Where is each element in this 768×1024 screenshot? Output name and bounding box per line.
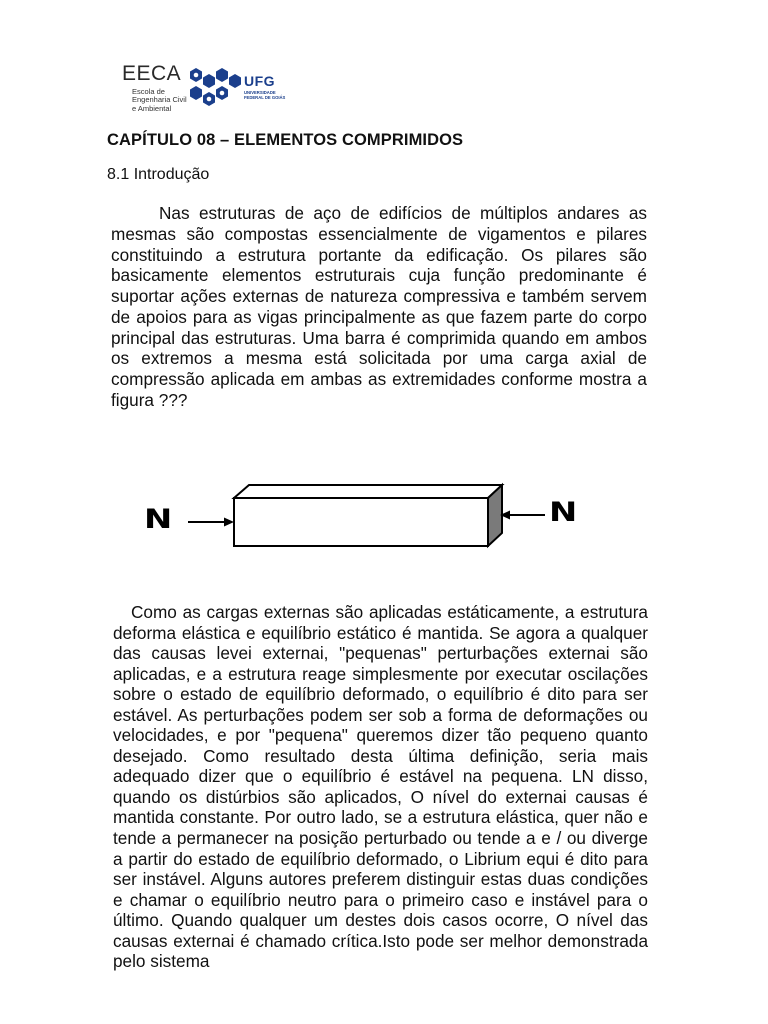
- chapter-title: CAPÍTULO 08 – ELEMENTOS COMPRIMIDOS: [107, 131, 464, 149]
- left-load-label: N: [144, 504, 173, 535]
- right-load-label: N: [549, 497, 578, 528]
- eeca-logo-subtitle: Escola de Engenharia Civil e Ambiental: [132, 87, 187, 113]
- ufg-logo: UFG: [244, 73, 276, 89]
- section-title: 8.1 Introdução: [107, 166, 210, 183]
- paragraph-stability: Como as cargas externas são aplicadas estáticamente, a estrutura deforma elástica e equilíbrio estático é mantida. Se agora a qualquer das causas levei externai, "pequenas" perturbações externai são aplicadas, e a estrutura reage simplesmente por executar oscilações sobre o estado de equilíbrio deformado, o equilíbrio é dito para ser estável. As perturbações podem ser sob a forma de deformações ou velocidades, e por "pequena" queremos dizer tão pequeno quanto desejado. Como resultado desta última definição, seria mais adequado dizer que o equilíbrio é estável na pequena. LN disso, quando os distúrbios são aplicados, O nível do externai causas é mantida constante. Por outro lado, se a estrutura elástica, quer não e tende a permanecer na posição perturbado ou tende a e / ou diverge a partir do estado de equilíbrio deformado, o Librium equi é dito para ser instável. Alguns autores preferem distinguir estas duas condições e chamar o equilíbrio neutro para o primeiro caso e instável para o último. Quando qualquer um destes dois casos ocorre, O nível das causas externai é chamado crítica.Isto pode ser melhor demonstrada pelo sistema: [113, 602, 648, 972]
- left-load-arrowhead: [224, 518, 234, 527]
- eeca-logo: EECA: [122, 62, 182, 85]
- header-logos: [122, 62, 292, 112]
- bar-front-face: [234, 498, 488, 546]
- compressed-bar-figure: [130, 470, 630, 580]
- bar-top-face: [234, 485, 502, 498]
- ufg-logo-subtitle: UNIVERSIDADE FEDERAL DE GOIÁS: [244, 90, 286, 100]
- ufg-hexagon-logo-icon: [186, 66, 248, 108]
- paragraph-introduction: Nas estruturas de aço de edifícios de múltiplos andares as mesmas são compostas essencialmente de vigamentos e pilares constituindo a estrutura portante da edificação. Os pilares são basicamente elementos estruturais cuja função predominante é suportar ações externas de natureza compressiva e também servem de apoios para as vigas principalmente as que fazem parte do corpo principal das estruturas. Uma barra é comprimida quando em ambos os extremos a mesma está solicitada por uma carga axial de compressão aplicada em ambas as extremidades conforme mostra a figura ???: [111, 203, 647, 410]
